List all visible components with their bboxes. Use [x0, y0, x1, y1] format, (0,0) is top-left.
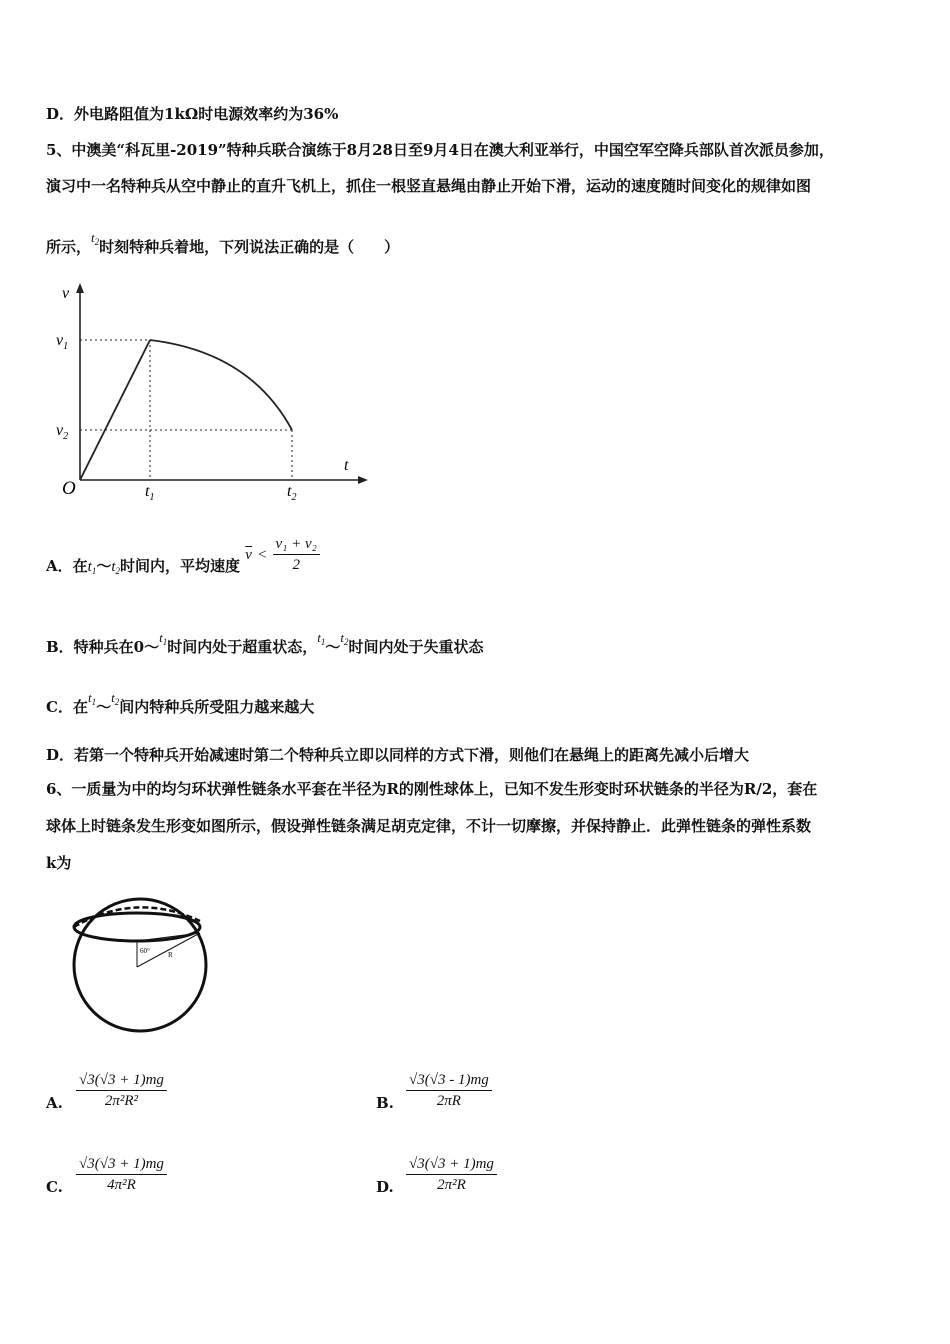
q6-choice-b-num: √3(√3 - 1)mg — [406, 1072, 492, 1091]
q6-choice-c — [76, 1156, 167, 1194]
c-t1-symbol — [88, 690, 96, 705]
c-prefix: C．在 — [46, 698, 88, 716]
q6-choice-a-num: √3(√3 + 1)mg — [76, 1072, 167, 1091]
b-tilde: ～ — [325, 638, 341, 656]
t-axis-label: t — [344, 457, 349, 474]
q6-choice-a-den: 2π²R² — [104, 1093, 139, 1109]
a-fraction-num: v₁ + v₂ — [273, 536, 320, 555]
q5-text-line2: 演习中一名特种兵从空中静止的直升飞机上，抓住一根竖直悬绳由静止开始下滑，运动的速度随时间变化的规律如图 — [46, 177, 812, 195]
q6-choice-c-label: C. — [46, 1178, 63, 1196]
b-t1-symbol-2 — [317, 630, 325, 645]
b-suffix: 时间内处于失重状态 — [348, 638, 484, 656]
c-t1-sub: 1 — [91, 697, 97, 707]
q6-choice-d — [406, 1156, 497, 1194]
q5-option-c — [46, 690, 315, 717]
origin-label: O — [62, 478, 76, 499]
a-fraction-den: 2 — [292, 557, 300, 573]
a-vbar: $\overline{v}$ — [245, 547, 252, 563]
q6-choice-b-fraction — [406, 1072, 492, 1110]
b-t1-sub: 1 — [162, 637, 168, 647]
q6-choice-d-den: 2π²R — [437, 1177, 466, 1193]
v-axis-label: v — [62, 285, 70, 302]
q5-text-line3 — [46, 230, 400, 257]
b-t1b-var: t — [317, 630, 321, 645]
t2-label — [287, 483, 296, 500]
q5-line3-prefix: 所示， — [46, 238, 92, 256]
t1-var: t — [145, 483, 150, 500]
b-t2-symbol — [340, 630, 348, 645]
a-prefix: A．在 — [46, 557, 88, 575]
b-t2-sub: 2 — [344, 637, 349, 647]
q6-choice-c-fraction — [76, 1156, 167, 1194]
a-t2-var: t — [111, 559, 116, 575]
v2-var: v — [56, 422, 64, 439]
c-t1-var: t — [87, 690, 92, 705]
c-t2-sub: 2 — [114, 697, 120, 707]
v1-sub: 1 — [63, 341, 69, 352]
t-axis-arrow — [358, 476, 368, 484]
q5-option-d: D．若第一个特种兵开始减速时第二个特种兵立即以同样的方式下滑，则他们在悬绳上的距离先减小后增大 — [46, 746, 750, 764]
q5-option-a — [46, 536, 320, 586]
a-mid: 时间内，平均速度 — [120, 557, 241, 575]
b-t1b-sub: 1 — [320, 637, 326, 647]
radius-label: R — [168, 951, 173, 959]
t2-var: t — [287, 483, 292, 500]
c-tilde: ～ — [96, 698, 112, 716]
q6-text-line3: k为 — [46, 854, 72, 872]
a-tilde: ～ — [96, 557, 112, 575]
q6-choice-a — [76, 1072, 167, 1110]
t2-sub: 2 — [291, 492, 297, 500]
v-axis-arrow — [76, 283, 84, 293]
decel-curve — [150, 340, 292, 430]
t2-symbol — [91, 230, 99, 245]
c-t2-symbol — [111, 690, 119, 705]
b-t1-symbol — [159, 630, 167, 645]
b-t2-var: t — [340, 630, 345, 645]
q6-choice-b-label: B. — [376, 1094, 394, 1112]
q6-choice-c-num: √3(√3 + 1)mg — [76, 1156, 167, 1175]
b-prefix: B．特种兵在0～ — [46, 638, 160, 656]
a-t1-var: t — [87, 559, 92, 575]
a-t2-sub: 2 — [115, 566, 120, 576]
t2-var: t — [91, 230, 95, 245]
a-fraction — [273, 536, 320, 574]
q6-choice-d-num: √3(√3 + 1)mg — [406, 1156, 497, 1175]
v2-label — [56, 422, 68, 442]
v1-var: v — [56, 332, 64, 349]
t1-label — [145, 483, 154, 500]
sphere-chain-figure — [66, 885, 216, 1035]
b-mid: 时间内处于超重状态， — [167, 638, 318, 656]
t1-sub: 1 — [149, 492, 155, 500]
q6-text-line1: 6、一质量为中的均匀环状弹性链条水平套在半径为R的刚性球体上，已知不发生形变时环状链条的半径为R/2，套在 — [46, 780, 818, 798]
q5-line3-suffix: 时刻特种兵着地，下列说法正确的是（ ） — [99, 238, 400, 256]
angle-label: 60° — [140, 947, 150, 955]
v2-sub: 2 — [63, 431, 69, 442]
q6-choice-a-fraction — [76, 1072, 167, 1110]
q6-choice-b — [406, 1072, 492, 1110]
t2-sub: 2 — [94, 237, 100, 247]
b-t1-var: t — [159, 630, 163, 645]
a-less-than: < — [257, 547, 268, 563]
q5-option-b — [46, 630, 484, 657]
velocity-time-graph — [50, 280, 370, 500]
c-t2-var: t — [111, 690, 115, 705]
chain-ring — [74, 913, 200, 941]
q6-choice-a-label: A. — [46, 1094, 63, 1112]
q6-choice-d-fraction — [406, 1156, 497, 1194]
a-t1-sub: 1 — [91, 566, 97, 576]
q4-option-d: D．外电路阻值为1kΩ时电源效率约为36% — [46, 105, 339, 123]
c-suffix: 间内特种兵所受阻力越来越大 — [119, 698, 315, 716]
q6-text-line2: 球体上时链条发生形变如图所示，假设弹性链条满足胡克定律，不计一切摩擦，并保持静止．此弹性链条的弹性系数 — [46, 817, 812, 835]
q6-choice-c-den: 4π²R — [107, 1177, 136, 1193]
q6-choice-b-den: 2πR — [436, 1093, 461, 1109]
q6-choice-d-label: D. — [376, 1178, 394, 1196]
v1-label — [56, 332, 68, 352]
q5-text-line1: 5、中澳美“科瓦里-2019”特种兵联合演练于8月28日至9月4日在澳大利亚举行，中国空军空降兵部队首次派员参加， — [46, 141, 834, 159]
accel-segment — [80, 340, 150, 480]
